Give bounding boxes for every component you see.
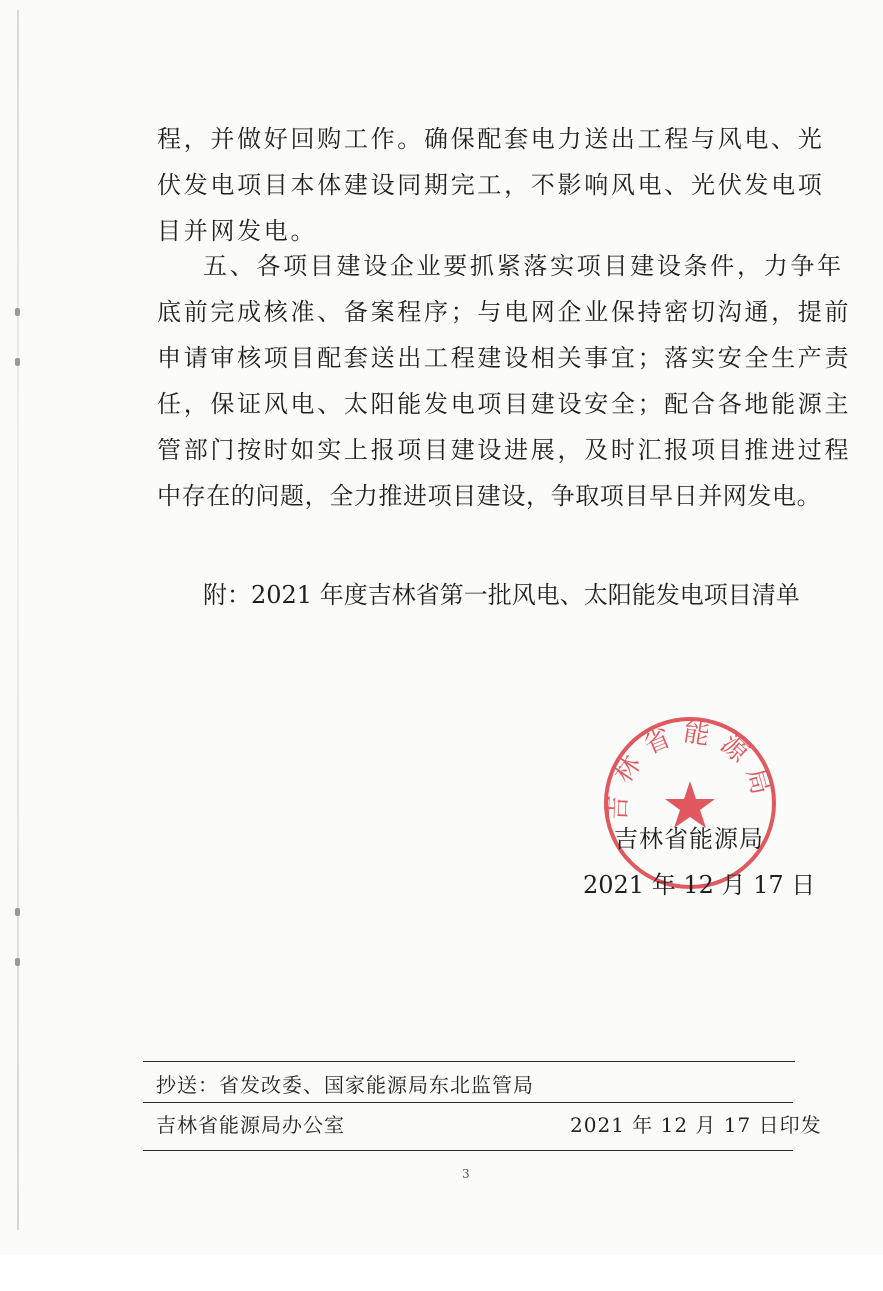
- body-line-9: 中存在的问题，全力推进项目建设，争取项目早日并网发电。: [157, 482, 822, 510]
- staple-mark-upper: [15, 358, 20, 366]
- seal-text: 吉林省能源局: [602, 717, 779, 822]
- page-bottom-margin: [0, 1255, 883, 1291]
- footer-rule-top: [143, 1061, 795, 1062]
- body-line-5: 底前完成核准、备案程序；与电网企业保持密切沟通，提前: [157, 298, 852, 326]
- attachment-note: 附：2021 年度吉林省第一批风电、太阳能发电项目清单: [203, 581, 800, 609]
- issuing-office: 吉林省能源局办公室: [156, 1113, 345, 1137]
- signature-organization: 吉林省能源局: [614, 825, 764, 853]
- official-seal-stamp: [599, 713, 781, 893]
- body-line-4: 五、各项目建设企业要抓紧落实项目建设条件，力争年: [203, 252, 844, 280]
- staple-mark-top: [15, 308, 20, 316]
- binding-gutter-line: [17, 10, 19, 1230]
- seal-star-icon: [665, 781, 715, 828]
- body-line-6: 申请审核项目配套送出工程建设相关事宜；落实安全生产责: [157, 344, 852, 372]
- page-number: 3: [462, 1167, 470, 1181]
- footer-rule-bottom: [143, 1150, 793, 1151]
- body-line-3: 目并网发电。: [157, 217, 318, 245]
- body-line-1: 程，并做好回购工作。确保配套电力送出工程与风电、光: [157, 125, 825, 153]
- signature-date: 2021 年 12 月 17 日: [583, 871, 816, 899]
- staple-mark-lower: [15, 908, 20, 916]
- cc-recipients: 抄送：省发改委、国家能源局东北监管局: [156, 1073, 534, 1097]
- issue-date: 2021 年 12 月 17 日印发: [570, 1113, 822, 1137]
- body-line-8: 管部门按时如实上报项目建设进展，及时汇报项目推进过程: [157, 436, 852, 464]
- footer-rule-middle: [143, 1102, 793, 1103]
- body-line-7: 任，保证风电、太阳能发电项目建设安全；配合各地能源主: [157, 390, 852, 418]
- body-line-2: 伏发电项目本体建设同期完工，不影响风电、光伏发电项: [157, 171, 825, 199]
- staple-mark-bottom: [15, 958, 20, 966]
